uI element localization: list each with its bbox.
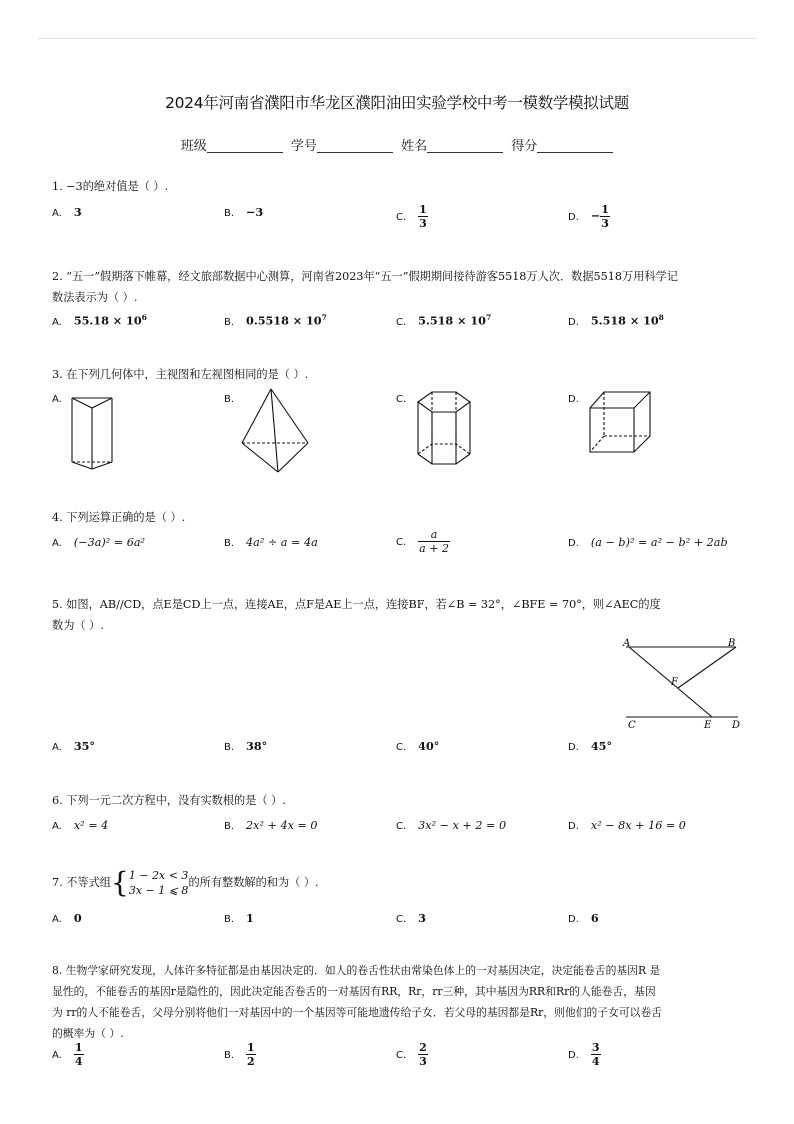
q4-option-d[interactable]: D. (a − b)² = a² − b² + 2ab — [568, 536, 728, 549]
q8-stem-line4: 的概率为（ ）. — [52, 1027, 124, 1040]
q8-option-c[interactable]: C. $\frac{2}{3}$ — [396, 1041, 427, 1068]
q2-b-exp: 7 — [321, 313, 327, 322]
q6-option-d[interactable]: D. x² − 8x + 16 = 0 — [568, 819, 686, 832]
q4-a-value: (−3a)² = 6a² — [73, 536, 145, 549]
top-rule — [38, 38, 756, 39]
question-3-stem: 3. 在下列几何体中，主视图和左视图相同的是（ ）. — [52, 368, 309, 381]
q5-option-c[interactable]: C. 40° — [396, 739, 440, 753]
q1-option-b[interactable]: B. −3 — [224, 205, 264, 219]
q4-option-b[interactable]: B. 4a² ÷ a = 4a — [224, 536, 318, 549]
q4-option-a[interactable]: A. (−3a)² = 6a² — [52, 536, 145, 549]
q5-d-value: 45° — [590, 739, 613, 753]
q8-stem-line1: 8. 生物学家研究发现，人体许多特征都是由基因决定的．如人的卷舌性状由常染色体上的一对基因决定，决定能卷舌的基因R 是 — [52, 964, 661, 977]
q7-b-value: 1 — [246, 911, 254, 925]
q2-stem-line1: 2. “五一”假期落下帷幕，经文旅部数据中心测算，河南省2023年“五一”假期期间接待游客5518万人次．数据5518万用科学记 — [52, 270, 678, 283]
score-blank[interactable] — [537, 138, 613, 153]
q3-option-d[interactable]: D. — [568, 394, 579, 405]
question-6-stem: 6. 下列一元二次方程中，没有实数根的是（ ）. — [52, 794, 286, 807]
q5-stem-line1: 5. 如图，AB//CD，点E是CD上一点，连接AE，点F是AE上一点，连接BF，若∠B = 32°，∠BFE = 70°，则∠AEC的度 — [52, 598, 661, 611]
q1-d-fraction: $\frac{1}{3}$ — [601, 203, 609, 230]
q3-option-b[interactable]: B. — [224, 394, 235, 405]
q2-a-value: 55.18 × 10 — [73, 313, 142, 328]
name-label: 姓名 — [401, 139, 428, 154]
question-7-stem — [52, 868, 742, 898]
q5-b-value: 38° — [246, 739, 268, 753]
q4-d-value: (a − b)² = a² − b² + 2ab — [590, 536, 728, 549]
question-2-stem — [52, 266, 742, 308]
q1-option-c[interactable]: C. $\frac{1}{3}$ — [396, 203, 427, 230]
student-id-label: 学号 — [290, 139, 317, 154]
q7-option-c[interactable]: C. 3 — [396, 911, 426, 925]
q8-stem-line3: 为 rr的人不能卷舌，父母分别将他们一对基因中的一个基因等可能地遗传给子女．若父母的基因都是Rr，则他们的子女可以卷舌 — [52, 1006, 663, 1019]
q2-b-value: 0.5518 × 10 — [246, 313, 322, 328]
q4-option-c[interactable]: C. $\frac{a}{a + 2}$ — [396, 528, 449, 555]
q4-c-fraction: $\frac{a}{a + 2}$ — [419, 528, 449, 555]
tetrahedron-figure — [238, 386, 312, 478]
q6-a-value: x² = 4 — [73, 819, 109, 832]
hexagonal-prism-figure — [412, 388, 476, 472]
q2-stem-line2: 数法表示为（ ）. — [52, 291, 138, 304]
q3-option-a[interactable]: A. — [52, 394, 62, 405]
score-label: 得分 — [511, 139, 538, 154]
triangular-prism-figure — [68, 390, 118, 472]
q5-a-value: 35° — [73, 739, 96, 753]
q5-stem-line2: 数为（ ）. — [52, 619, 104, 632]
page-title: 2024年河南省濮阳市华龙区濮阳油田实验学校中考一模数学模拟试题 — [165, 94, 629, 112]
q7-a-value: 0 — [73, 911, 82, 925]
q1-c-fraction: $\frac{1}{3}$ — [419, 203, 427, 230]
q7-ineq1: 1 − 2x < 3 — [128, 869, 189, 882]
q8-b-fraction: $\frac{1}{2}$ — [247, 1041, 255, 1068]
question-5-stem — [52, 594, 742, 636]
q2-option-a[interactable]: A. $55.18 \times 10^6$ — [52, 313, 147, 328]
q1-a-value: 3 — [73, 205, 82, 219]
q2-c-exp: 7 — [485, 313, 492, 322]
label-C: C — [628, 720, 636, 730]
q6-c-value: 3x² − x + 2 = 0 — [418, 819, 507, 832]
student-id-blank[interactable] — [317, 138, 393, 153]
q3-option-c[interactable]: C. — [396, 394, 407, 405]
label-A: A — [623, 638, 631, 649]
q8-d-fraction: $\frac{3}{4}$ — [591, 1041, 600, 1068]
q1-option-a[interactable]: A. 3 — [52, 205, 82, 219]
question-4-stem: 4. 下列运算正确的是（ ）. — [52, 511, 186, 524]
question-8-stem — [52, 960, 742, 1044]
q7-stem-pre: 7. 不等式组 — [52, 876, 111, 889]
q8-option-b[interactable]: B. $\frac{1}{2}$ — [224, 1041, 255, 1068]
q5-option-a[interactable]: A. 35° — [52, 739, 96, 753]
q7-inequality-system — [129, 868, 189, 898]
q5-option-d[interactable]: D. 45° — [568, 739, 613, 753]
q2-d-exp: 8 — [658, 313, 664, 322]
q2-option-d[interactable]: D. $5.518 \times 10^8$ — [568, 313, 664, 328]
q7-option-a[interactable]: A. 0 — [52, 911, 82, 925]
q7-d-value: 6 — [590, 911, 599, 925]
q7-ineq2: 3x − 1 ⩽ 8 — [128, 884, 189, 897]
q7-stem-post: 的所有整数解的和为（ ）. — [188, 876, 319, 889]
label-B: B — [728, 638, 736, 649]
q6-option-c[interactable]: C. 3x² − x + 2 = 0 — [396, 819, 507, 832]
parallel-lines-figure — [620, 634, 744, 730]
q2-option-c[interactable]: C. $5.518 \times 10^7$ — [396, 313, 492, 328]
q2-d-value: 5.518 × 10 — [590, 313, 659, 328]
student-info-line — [0, 135, 794, 154]
name-blank[interactable] — [427, 138, 503, 153]
q8-stem-line2: 显性的，不能卷舌的基因r是隐性的，因此决定能否卷舌的一对基因有RR，Rr，rr三种，其中基因为RR和Rr的人能卷舌，基因 — [52, 985, 656, 998]
q7-option-b[interactable]: B. 1 — [224, 911, 254, 925]
class-blank[interactable] — [207, 138, 283, 153]
q8-a-fraction: $\frac{1}{4}$ — [74, 1041, 83, 1068]
q6-d-value: x² − 8x + 16 = 0 — [590, 819, 686, 832]
label-F: F — [671, 677, 678, 688]
q5-option-b[interactable]: B. 38° — [224, 739, 268, 753]
class-label: 班级 — [180, 139, 207, 154]
q2-c-value: 5.518 × 10 — [418, 313, 486, 328]
q8-option-d[interactable]: D. $\frac{3}{4}$ — [568, 1041, 600, 1068]
q4-b-value: 4a² ÷ a = 4a — [246, 536, 318, 549]
q5-c-value: 40° — [418, 739, 440, 753]
q6-b-value: 2x² + 4x = 0 — [246, 819, 318, 832]
q7-c-value: 3 — [418, 911, 426, 925]
q1-option-d[interactable]: D. − $\frac{1}{3}$ — [568, 203, 609, 230]
q6-option-a[interactable]: A. x² = 4 — [52, 819, 109, 832]
label-D: D — [732, 720, 741, 730]
q1-b-value: −3 — [246, 205, 264, 219]
label-E: E — [704, 720, 712, 730]
brace-icon: { — [110, 866, 129, 899]
q2-a-exp: 6 — [141, 313, 147, 322]
q8-c-fraction: $\frac{2}{3}$ — [419, 1041, 427, 1068]
q6-option-b[interactable]: B. 2x² + 4x = 0 — [224, 819, 318, 832]
cube-figure — [586, 388, 656, 458]
q7-option-d[interactable]: D. 6 — [568, 911, 599, 925]
question-1-stem: 1. −3的绝对值是（ ）. — [52, 180, 169, 193]
q2-option-b[interactable]: B. $0.5518 \times 10^7$ — [224, 313, 327, 328]
q8-option-a[interactable]: A. $\frac{1}{4}$ — [52, 1041, 83, 1068]
q1-d-sign: − — [590, 208, 601, 223]
